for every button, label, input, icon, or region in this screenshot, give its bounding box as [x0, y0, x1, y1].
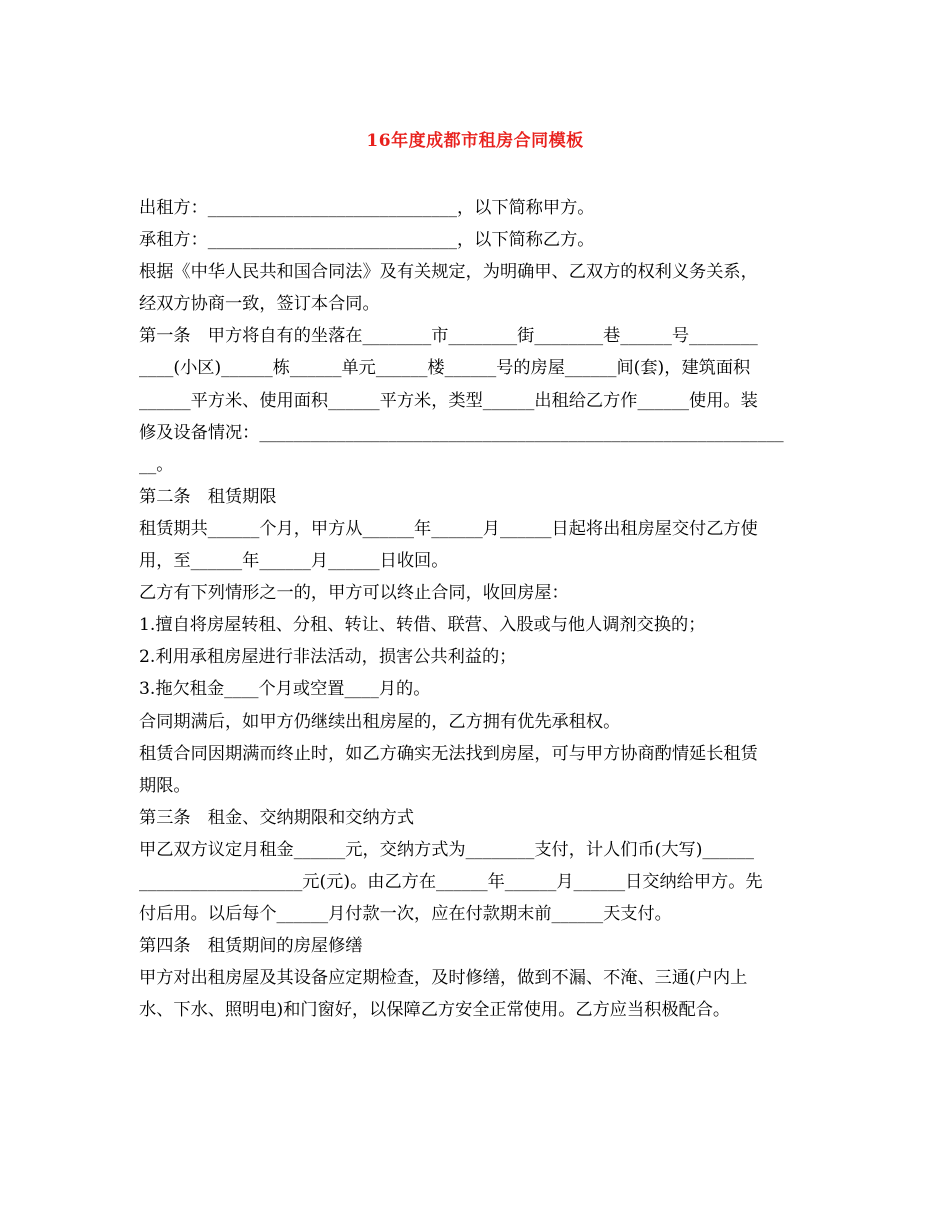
text-line-article-2-b: 用，至______年______月______日收回。	[139, 551, 449, 572]
document-title: 16年度成都市租房合同模板	[366, 131, 584, 151]
text-line-preamble-1: 根据《中华人民共和国合同法》及有关规定，为明确甲、乙双方的权利义务关系，	[139, 262, 758, 283]
text-line-termination-2: 2.利用承租房屋进行非法活动，损害公共利益的；	[139, 647, 517, 668]
text-line-extension-1: 租赁合同因期满而终止时，如乙方确实无法找到房屋，可与甲方协商酌情延长租赁	[139, 743, 758, 764]
text-line-article-1-c: ______平方米、使用面积______平方米，类型______出租给乙方作______使用。装	[139, 390, 758, 411]
text-line-article-1-a: 第一条 甲方将自有的坐落在________市________街________巷______号________	[139, 326, 758, 347]
text-line-article-3-c: 付后用。以后每个______月付款一次，应在付款期末前______天支付。	[139, 904, 672, 925]
text-line-article-2-a: 租赁期共______个月，甲方从______年______月______日起将出租房屋交付乙方使	[139, 518, 758, 539]
text-line-article-3-b: ___________________元(元)。由乙方在______年______月______日交纳给甲方。先	[139, 871, 763, 892]
text-line-termination-intro: 乙方有下列情形之一的，甲方可以终止合同，收回房屋：	[139, 583, 569, 604]
text-line-lessee: 承租方：_____________________________，以下简称乙方。	[139, 230, 595, 251]
text-line-article-1-e: __。	[139, 454, 174, 475]
text-line-article-4-heading: 第四条 租赁期间的房屋修缮	[139, 936, 363, 957]
contract-body	[139, 192, 814, 1026]
text-line-priority-renewal: 合同期满后，如甲方仍继续出租房屋的，乙方拥有优先承租权。	[139, 711, 621, 732]
text-line-article-4-b: 水、下水、照明电)和门窗好，以保障乙方安全正常使用。乙方应当积极配合。	[139, 1000, 731, 1021]
text-line-preamble-2: 经双方协商一致，签订本合同。	[139, 294, 380, 315]
text-line-article-2-heading: 第二条 租赁期限	[139, 486, 277, 507]
text-line-lessor: 出租方：_____________________________，以下简称甲方。	[139, 198, 595, 218]
text-line-article-3-heading: 第三条 租金、交纳期限和交纳方式	[139, 807, 415, 828]
text-line-termination-3: 3.拖欠租金____个月或空置____月的。	[139, 679, 431, 700]
text-line-termination-1: 1.擅自将房屋转租、分租、转让、转借、联营、入股或与他人调剂交换的；	[139, 615, 706, 636]
text-line-article-1-b: ____(小区)______栋______单元______楼______号的房屋______间(套)，建筑面积	[139, 358, 751, 379]
text-line-extension-2: 期限。	[139, 775, 191, 796]
text-line-article-3-a: 甲乙双方议定月租金______元，交纳方式为________支付，计人们币(大写)______	[139, 839, 754, 860]
text-line-article-4-a: 甲方对出租房屋及其设备应定期检查，及时修缮，做到不漏、不淹、三通(户内上	[139, 968, 748, 989]
text-line-article-1-d: 修及设备情况：_____________________________________________________________	[139, 422, 784, 443]
